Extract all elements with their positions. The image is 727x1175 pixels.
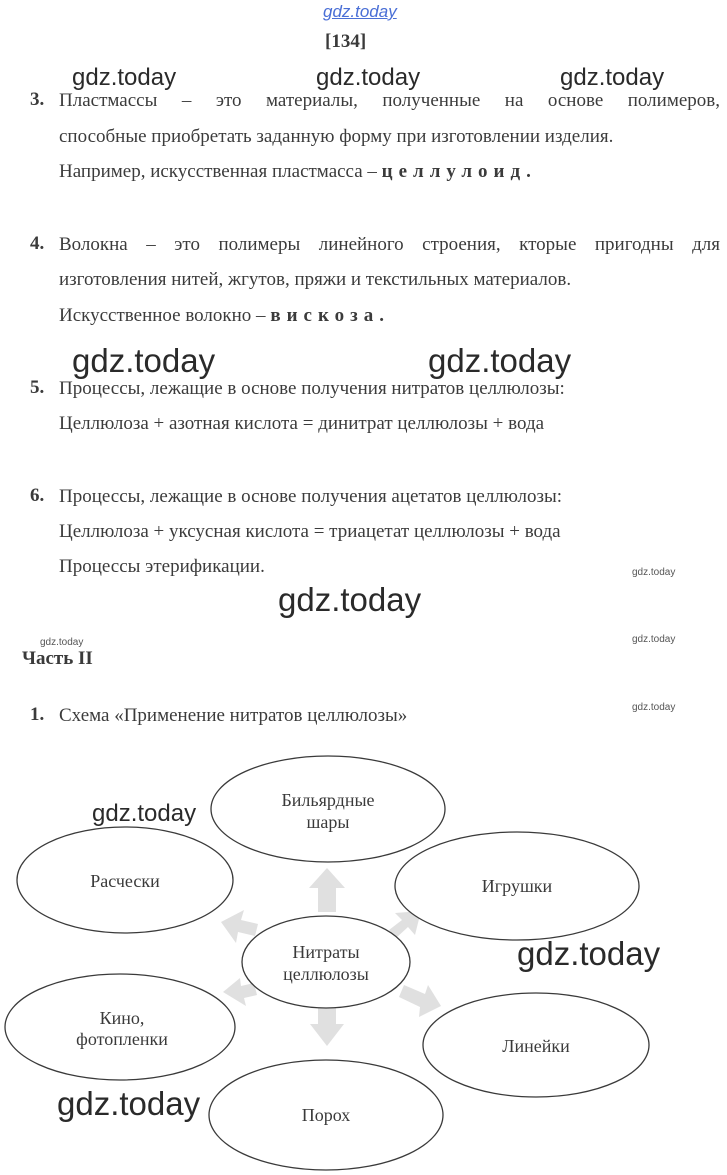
- item-line: Волокна – это полимеры линейного строения, кторые пригодны для: [59, 234, 720, 255]
- item-number: 4.: [30, 233, 45, 254]
- node-center-nitrates: [242, 916, 410, 1008]
- arrow-down: [310, 1008, 344, 1046]
- watermark: gdz.today: [72, 64, 177, 91]
- arrow-lower-right: [399, 985, 441, 1017]
- arrow-up: [309, 868, 345, 912]
- arrow-upper-left: [221, 910, 258, 943]
- watermark: gdz.today: [316, 64, 421, 91]
- watermark: gdz.today: [57, 1085, 201, 1122]
- node-label: целлюлозы: [283, 964, 369, 984]
- watermark: gdz.today: [632, 567, 676, 578]
- example-term: целлулоид.: [381, 161, 537, 182]
- node-label: шары: [306, 812, 350, 832]
- watermark: gdz.today: [72, 342, 216, 379]
- item-number: 1.: [30, 704, 45, 725]
- item-line: Процессы, лежащие в основе получения нитратов целлюлозы:: [59, 378, 565, 399]
- node-label: Бильярдные: [281, 790, 375, 810]
- watermark: gdz.today: [278, 581, 422, 618]
- node-label: Игрушки: [481, 876, 553, 896]
- example-term: вискоза.: [270, 305, 391, 326]
- item-line: Целлюлоза + азотная кислота = динитрат целлюлозы + вода: [59, 413, 545, 434]
- item-line: способные приобретать заданную форму при изготовлении изделия.: [59, 126, 614, 147]
- item-number: 3.: [30, 89, 45, 110]
- example-prefix: Искусственное волокно –: [59, 305, 266, 326]
- top-watermark: gdz.today: [323, 2, 397, 21]
- item-line: Процессы, лежащие в основе получения ацетатов целлюлозы:: [59, 486, 563, 507]
- item-line: изготовления нитей, жгутов, пряжи и текстильных материалов.: [59, 269, 572, 290]
- item-line: Пластмассы – это материалы, полученные на основе полимеров,: [59, 90, 720, 111]
- node-label: фотопленки: [76, 1029, 168, 1049]
- item-number: 5.: [30, 377, 45, 398]
- node-label: Порох: [301, 1105, 351, 1125]
- page-number: [134]: [325, 31, 367, 52]
- watermark: gdz.today: [40, 637, 84, 648]
- watermark: gdz.today: [92, 800, 197, 827]
- watermark: gdz.today: [632, 702, 676, 713]
- watermark: gdz.today: [632, 634, 676, 645]
- node-label: Нитраты: [292, 942, 360, 962]
- node-label: Расчески: [90, 871, 160, 891]
- item-line: Целлюлоза + уксусная кислота = триацетат целлюлозы + вода: [59, 521, 561, 542]
- example-prefix: Например, искусственная пластмасса –: [59, 161, 377, 182]
- watermark: gdz.today: [517, 935, 661, 972]
- section-title: Часть II: [22, 648, 93, 669]
- node-label: Линейки: [502, 1036, 570, 1056]
- item-number: 6.: [30, 485, 45, 506]
- item-line: Процессы этерификации.: [59, 556, 265, 577]
- node-label: Кино,: [99, 1008, 145, 1028]
- item-line: Схема «Применение нитратов целлюлозы»: [59, 705, 408, 726]
- watermark: gdz.today: [428, 342, 572, 379]
- watermark: gdz.today: [560, 64, 665, 91]
